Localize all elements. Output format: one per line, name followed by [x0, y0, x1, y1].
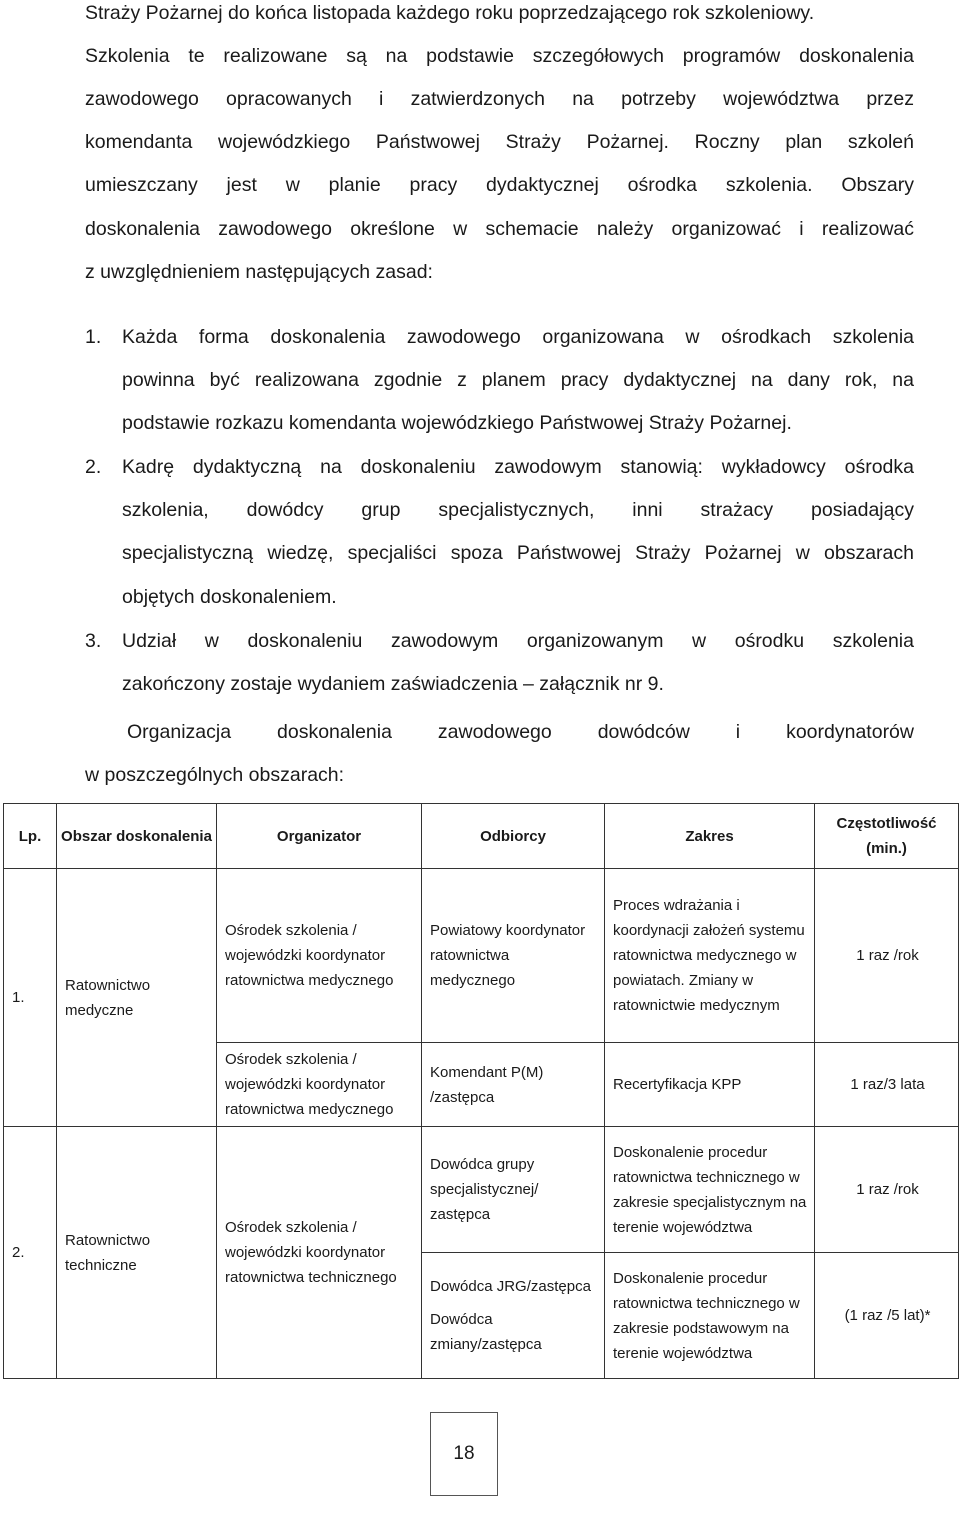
cell-czestotliwosc: 1 raz /rok [815, 869, 959, 1043]
rule-line: objętych doskonaleniem. [122, 586, 337, 608]
rule-line: Udział w doskonaleniu zawodowym organizowanym w ośrodku szkolenia [122, 630, 914, 652]
paragraph-line: umieszczany jest w planie pracy dydaktycznej ośrodka szkolenia. Obszary [85, 174, 914, 196]
page-number: 18 [453, 1443, 475, 1464]
page-number-box [430, 1412, 498, 1496]
rule-line: szkolenia, dowódcy grup specjalistycznych, inni strażacy posiadający [122, 499, 914, 521]
cell-lp: 1. [4, 869, 57, 1127]
training-table [3, 803, 959, 1379]
header-organizator: Organizator [217, 804, 422, 869]
cell-organizator: Ośrodek szkolenia / wojewódzki koordynator ratownictwa technicznego [217, 1127, 422, 1379]
cell-czestotliwosc: 1 raz/3 lata [815, 1043, 959, 1127]
cell-odbiorcy: Dowódca grupy specjalistycznej/ zastępca [422, 1127, 605, 1253]
cell-organizator: Ośrodek szkolenia / wojewódzki koordynator ratownictwa medycznego [217, 869, 422, 1043]
paragraph-line: komendanta wojewódzkiego Państwowej Straży Pożarnej. Roczny plan szkoleń [85, 131, 914, 153]
paragraph-line: zawodowego opracowanych i zatwierdzonych na potrzeby województwa przez [85, 88, 914, 110]
cell-lp: 2. [4, 1127, 57, 1379]
paragraph-line: doskonalenia zawodowego określone w schemacie należy organizować i realizować [85, 218, 914, 240]
cell-obszar: Ratownictwo techniczne [57, 1127, 217, 1379]
cell-zakres: Doskonalenie procedur ratownictwa technicznego w zakresie specjalistycznym na terenie województwa [605, 1127, 815, 1253]
cell-czestotliwosc: 1 raz /rok [815, 1127, 959, 1253]
section-heading-cont: w poszczególnych obszarach: [85, 764, 345, 786]
cell-odbiorcy [422, 1253, 605, 1379]
paragraph-line: Szkolenia te realizowane są na podstawie szczegółowych programów doskonalenia [85, 45, 914, 67]
cell-obszar: Ratownictwo medyczne [57, 869, 217, 1127]
cell-zakres: Doskonalenie procedur ratownictwa technicznego w zakresie podstawowym na terenie województwa [605, 1253, 815, 1379]
rule-line: Każda forma doskonalenia zawodowego organizowana w ośrodkach szkolenia [122, 326, 914, 348]
cell-organizator: Ośrodek szkolenia / wojewódzki koordynator ratownictwa medycznego [217, 1043, 422, 1127]
header-odbiorcy: Odbiorcy [422, 804, 605, 869]
section-heading: Organizacja doskonalenia zawodowego dowódców i koordynatorów [127, 721, 914, 743]
rule-number: 2. [85, 456, 102, 478]
paragraph-line: Straży Pożarnej do końca listopada każdego roku poprzedzającego rok szkoleniowy. [85, 2, 815, 24]
odbiorcy-item: Dowódca zmiany/zastępca [430, 1311, 542, 1353]
table-row [4, 869, 959, 1043]
rule-line: zakończony zostaje wydaniem zaświadczenia – załącznik nr 9. [122, 673, 664, 695]
odbiorcy-item: Dowódca JRG/zastępca [430, 1278, 591, 1295]
header-zakres: Zakres [605, 804, 815, 869]
paragraph-line: z uwzględnieniem następujących zasad: [85, 261, 433, 283]
rule-line: specjalistyczną wiedzę, specjaliści spoza Państwowej Straży Pożarnej w obszarach [122, 542, 914, 564]
cell-odbiorcy: Komendant P(M) /zastępca [422, 1043, 605, 1127]
table-row [4, 1127, 959, 1253]
rule-number: 1. [85, 326, 102, 348]
cell-zakres: Recertyfikacja KPP [605, 1043, 815, 1127]
table-header-row [4, 804, 959, 869]
cell-zakres: Proces wdrażania i koordynacji założeń systemu ratownictwa medycznego w powiatach. Zmiany w ratownictwie medycznym [605, 869, 815, 1043]
rule-number: 3. [85, 630, 102, 652]
header-czestotliwosc: Częstotliwość (min.) [815, 804, 959, 869]
rule-line: podstawie rozkazu komendanta wojewódzkiego Państwowej Straży Pożarnej. [122, 412, 792, 434]
cell-odbiorcy: Powiatowy koordynator ratownictwa medycznego [422, 869, 605, 1043]
header-obszar: Obszar doskonalenia [57, 804, 217, 869]
rule-line: Kadrę dydaktyczną na doskonaleniu zawodowym stanowią: wykładowcy ośrodka [122, 456, 914, 478]
rule-line: powinna być realizowana zgodnie z planem pracy dydaktycznej na dany rok, na [122, 369, 914, 391]
header-lp: Lp. [4, 804, 57, 869]
cell-czestotliwosc: (1 raz /5 lat)* [815, 1253, 959, 1379]
